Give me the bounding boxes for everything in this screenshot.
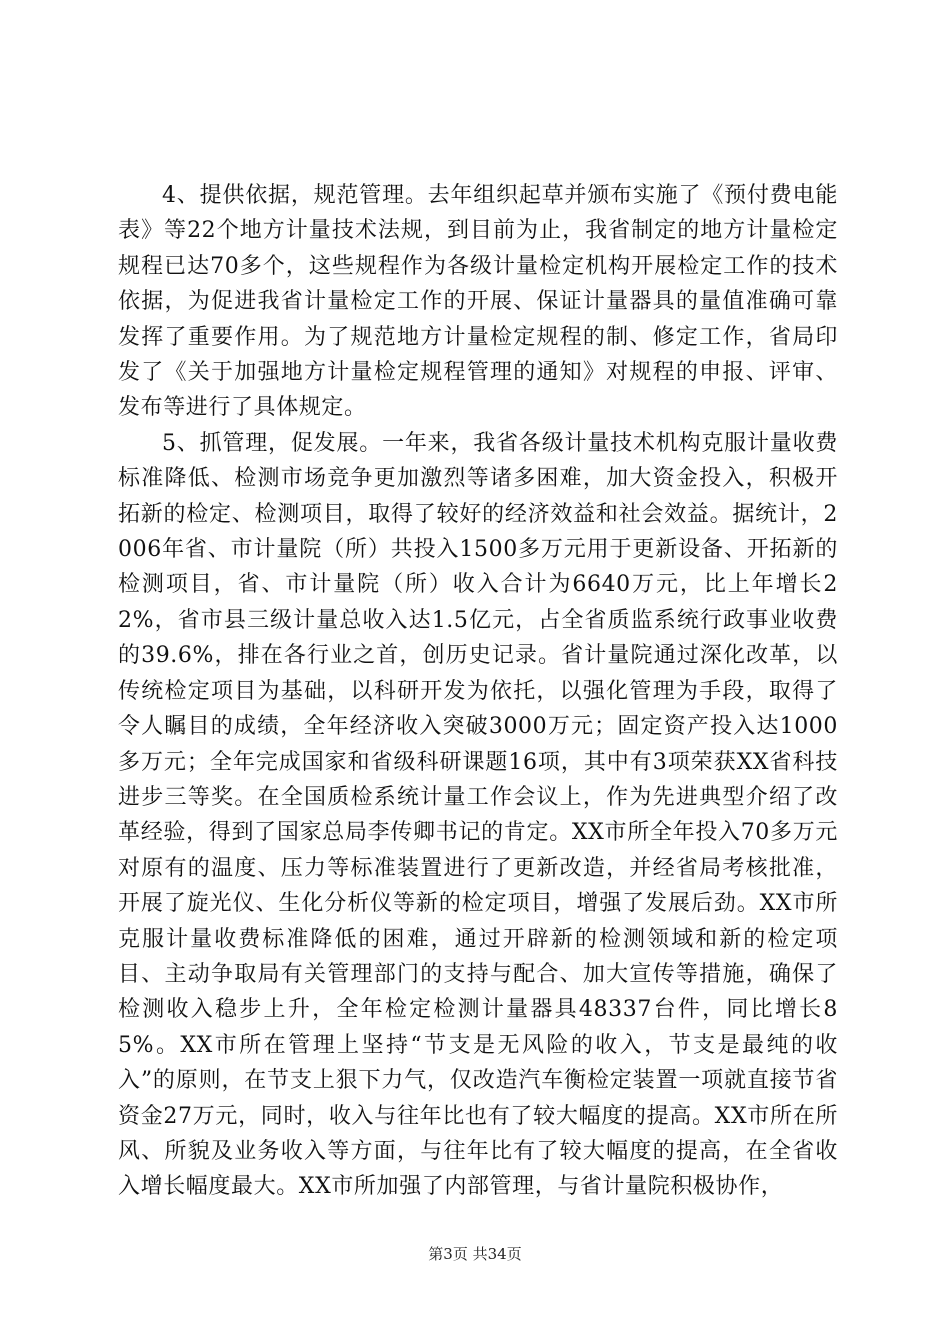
page-footer: 第3页 共34页 (428, 1245, 522, 1263)
paragraph-5: 5、抓管理，促发展。一年来，我省各级计量技术机构克服计量收费标准降低、检测市场竞争更加激烈等诸多困难，加大资金投入，积极开拓新的检定、检测项目，取得了较好的经济效益和社会效益。据统计，2006年省、市计量院（所）共投入1500多万元用于更新设备、开拓新的检测项目，省、市计量院（所）收入合计为6640万元，比上年增长22%，省市县三级计量总收入达1.5亿元，占全省质监系统行政事业收费的39.6%，排在各行业之首，创历史记录。省计量院通过深化改革，以传统检定项目为基础，以科研开发为依托，以强化管理为手段，取得了令人瞩目的成绩，全年经济收入突破3000万元；固定资产投入达1000多万元；全年完成国家和省级科研课题16项，其中有3项荣获XX省科技进步三等奖。在全国质检系统计量工作会议上，作为先进典型介绍了改革经验，得到了国家总局李传卿书记的肯定。XX市所全年投入70多万元对原有的温度、压力等标准装置进行了更新改造，并经省局考核批准，开展了旋光仪、生化分析仪等新的检定项目，增强了发展后劲。XX市所克服计量收费标准降低的困难，通过开辟新的检测领域和新的检定项目、主动争取局有关管理部门的支持与配合、加大宣传等措施，确保了检测收入稳步上升，全年检定检测计量器具48337台件，同比增长85%。XX市所在管理上坚持“节支是无风险的收入，节支是最纯的收入”的原则，在节支上狠下力气，仅改造汽车衡检定装置一项就直接节省资金27万元，同时，收入与往年比也有了较大幅度的提高。XX市所在所风、所貌及业务收入等方面，与往年比有了较大幅度的提高，在全省收入增长幅度最大。XX市所加强了内部管理，与省计量院积极协作， (118, 430, 838, 1200)
document-body (118, 178, 838, 1205)
paragraph-4: 4、提供依据，规范管理。去年组织起草并颁布实施了《预付费电能表》等22个地方计量技术法规，到目前为止，我省制定的地方计量检定规程已达70多个，这些规程作为各级计量检定机构开展检定工作的技术依据，为促进我省计量检定工作的开展、保证计量器具的量值准确可靠发挥了重要作用。为了规范地方计量检定规程的制、修定工作，省局印发了《关于加强地方计量检定规程管理的通知》对规程的申报、评审、发布等进行了具体规定。 (118, 183, 838, 421)
